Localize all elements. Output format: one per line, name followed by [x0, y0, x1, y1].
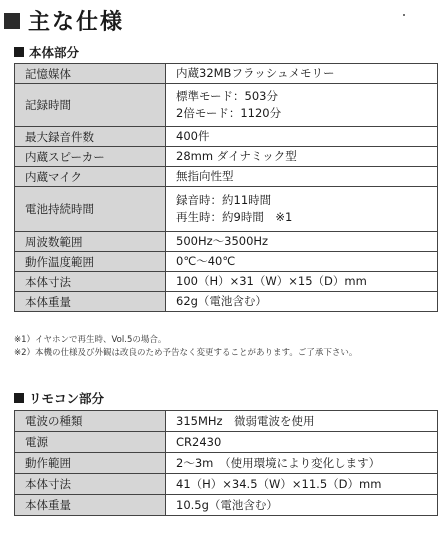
spec-key: 動作範囲 [15, 453, 166, 474]
spec-value [166, 292, 438, 312]
spec-value [166, 252, 438, 272]
spec-key: 本体重量 [15, 292, 166, 312]
spec-value [166, 167, 438, 187]
spec-value-line: CR2430 [176, 434, 222, 449]
remote-section-title: リモコン部分 [29, 391, 105, 406]
spec-row [15, 232, 438, 252]
main-spec-table [14, 63, 438, 312]
spec-value [166, 232, 438, 252]
spec-row [15, 432, 438, 453]
page-title-row [4, 6, 124, 34]
spec-value-line: 62g（電池含む） [176, 294, 267, 308]
spec-value-line: 2倍モード：1120分 [176, 106, 282, 120]
spec-row [15, 292, 438, 312]
spec-row [15, 127, 438, 147]
spec-value [166, 147, 438, 167]
spec-value-line: 録音時：約11時間 [176, 193, 272, 207]
spec-key: 本体寸法 [15, 474, 166, 495]
spec-value-line: 100（H）×31（W）×15（D）mm [176, 274, 367, 288]
spec-value-line: 標準モード：503分 [176, 89, 278, 103]
spec-value [166, 453, 438, 474]
footnote-2: ※2）本機の仕様及び外観は改良のため予告なく変更することがあります。ご了承下さい。 [14, 348, 358, 358]
spec-value [166, 432, 438, 453]
spec-key: 内蔵マイク [15, 167, 166, 187]
spec-value-line: 400件 [176, 129, 210, 143]
main-section-heading [14, 44, 79, 60]
spec-key: 内蔵スピーカー [15, 147, 166, 167]
section-square-icon [14, 393, 24, 403]
spec-row [15, 147, 438, 167]
spec-value-line: 無指向性型 [176, 169, 234, 183]
spec-row [15, 84, 438, 127]
spec-key: 最大録音件数 [15, 127, 166, 147]
spec-row [15, 187, 438, 232]
spec-row [15, 474, 438, 495]
spec-key: 記憶媒体 [15, 64, 166, 84]
spec-row [15, 495, 438, 516]
spec-value-line: 2〜3m （使用環境により変化します） [176, 455, 381, 470]
spec-row [15, 64, 438, 84]
spec-key: 周波数範囲 [15, 232, 166, 252]
section-square-icon [14, 47, 24, 57]
spec-value [166, 127, 438, 147]
spec-key: 電波の種類 [15, 411, 166, 432]
spec-key: 電源 [15, 432, 166, 453]
spec-row [15, 252, 438, 272]
spec-key: 記録時間 [15, 84, 166, 127]
spec-value-line: 0℃〜40℃ [176, 254, 236, 268]
spec-key: 本体重量 [15, 495, 166, 516]
spec-value-line: 41（H）×34.5（W）×11.5（D）mm [176, 476, 382, 491]
spec-value-line: 315MHz 微弱電波を使用 [176, 413, 315, 428]
spec-row [15, 272, 438, 292]
spec-value [166, 64, 438, 84]
remote-spec-table [14, 410, 438, 516]
spec-value-line: 内蔵32MBフラッシュメモリー [176, 66, 335, 80]
remote-section-heading [14, 390, 104, 406]
spec-row [15, 167, 438, 187]
spec-value-line: 500Hz〜3500Hz [176, 234, 269, 248]
footnote-1: ※1）イヤホンで再生時、Vol.5の場合。 [14, 335, 167, 345]
main-section-title: 本体部分 [29, 45, 80, 60]
title-square-icon [4, 13, 20, 29]
spec-value [166, 84, 438, 127]
spec-value [166, 272, 438, 292]
spec-row [15, 411, 438, 432]
spec-value [166, 411, 438, 432]
spec-value [166, 187, 438, 232]
spec-value-line: 28mm ダイナミック型 [176, 149, 297, 163]
spec-row [15, 453, 438, 474]
page-title: 主な仕様 [28, 9, 125, 35]
spec-key: 電池持続時間 [15, 187, 166, 232]
spec-value-line: 10.5g（電池含む） [176, 497, 278, 512]
spec-key: 動作温度範囲 [15, 252, 166, 272]
spec-value-line: 再生時：約9時間 ※1 [176, 210, 293, 224]
spec-value [166, 495, 438, 516]
footnotes [14, 334, 357, 360]
corner-dot [403, 14, 405, 16]
spec-value [166, 474, 438, 495]
spec-key: 本体寸法 [15, 272, 166, 292]
